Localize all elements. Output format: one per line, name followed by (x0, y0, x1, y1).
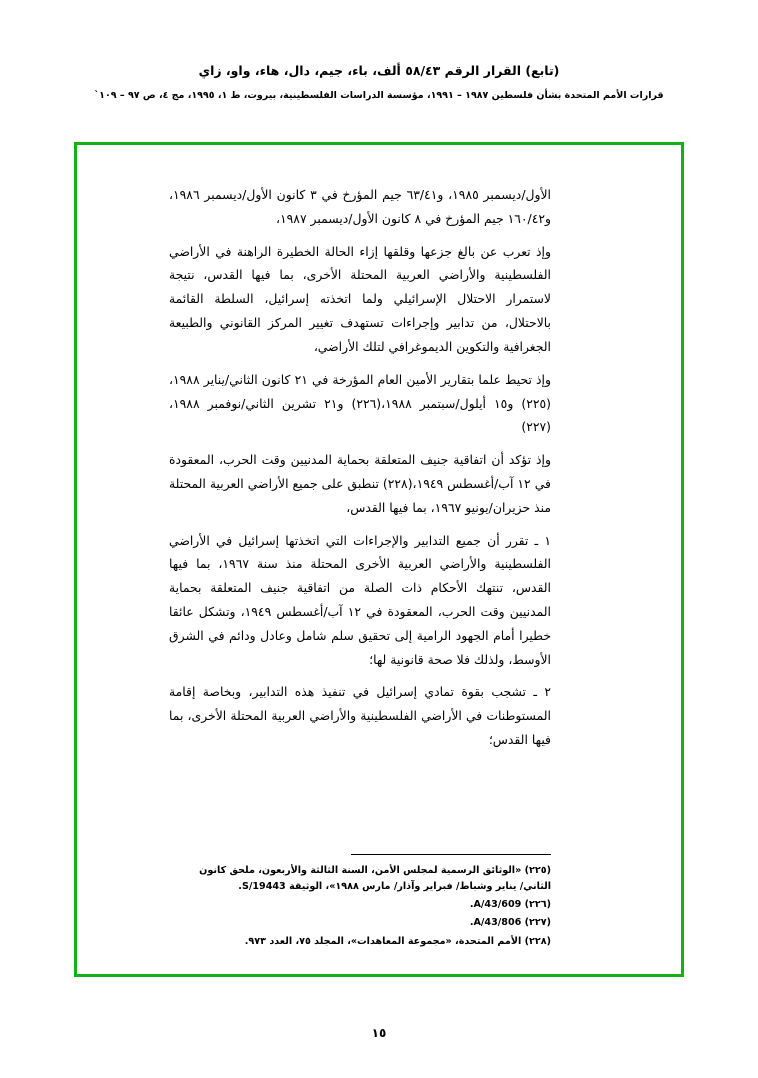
footnote-item: (٢٢٧) A/43/806. (469, 917, 551, 929)
page-number: ١٥ (371, 1026, 387, 1040)
content-frame (74, 142, 684, 977)
paragraph: وإذ تحيط علما بتقارير الأمين العام المؤرخة في ٢١ كانون الثاني/يناير ١٩٨٨،(٢٢٥) و١٥ أيلول/سبتمبر ١٩٨٨،(٢٢٦) و٢١ تشرين الثاني/نوفمبر ١٩٨٨،(٢٢٧) (169, 371, 551, 435)
paragraph: وإذ تؤكد أن اتفاقية جنيف المتعلقة بحماية المدنيين وقت الحرب، المعقودة في ١٢ آب/أغسطس ١٩٤٩،(٢٢٨) تنطبق على جميع الأراضي العربية المحتلة منذ حزيران/يونيو ١٩٦٧، بما فيها القدس، (169, 452, 551, 515)
paragraph: الأول/ديسمبر ١٩٨٥، و٦٣/٤١ جيم المؤرخ في ٣ كانون الأول/ديسمبر ١٩٨٦، و١٦٠/٤٢ جيم المؤرخ في ٨ كانون الأول/ديسمبر ١٩٨٧، (169, 187, 551, 226)
header-title: (تابع) القرار الرقم ٥٨/٤٣ ألف، باء، جيم، دال، هاء، واو، زاي (198, 63, 560, 78)
paragraph: وإذ تعرب عن بالغ جزعها وقلقها إزاء الحالة الخطيرة الراهنة في الأراضي الفلسطينية والأراضي العربية المحتلة الأخرى، بما فيها القدس، نتيجة لاستمرار الاحتلال الإسرائيلي ولما اتخذته إسرائيل، السلطة القائمة بالاحتلال، من تدابير وإجراءات تستهدف تغيير المركز القانوني والطبيعة الجغرافية والتكوين الديموغرافي لتلك الأراضي، (169, 243, 551, 354)
page-header (0, 0, 758, 102)
footnote-divider (351, 854, 551, 855)
paragraph: ٢ ـ تشجب بقوة تمادي إسرائيل في تنفيذ هذه التدابير، وبخاصة إقامة المستوطنات في الأراضي الفلسطينية والأراضي العربية المحتلة الأخرى، بما فيها القدس؛ (169, 684, 551, 748)
footnotes-section (169, 854, 551, 952)
footnote-item: (٢٢٥) «الوثائق الرسمية لمجلس الأمن، السنة الثالثة والأربعون، ملحق كانون الثاني/ يناير وشباط/ فبراير وآذار/ مارس ١٩٨٨»، الوثيقة S/19443. (199, 865, 551, 892)
paragraph: ١ ـ تقرر أن جميع التدابير والإجراءات التي اتخذتها إسرائيل في الأراضي الفلسطينية والأراضي العربية الأخرى المحتلة منذ سنة ١٩٦٧، بما فيها القدس، تنتهك الأحكام ذات الصلة من اتفاقية جنيف المتعلقة بحماية المدنيين وقت الحرب، المعقودة في ١٢ آب/أغسطس ١٩٤٩، وتشكل عائقا خطيرا أمام الجهود الرامية إلى تحقيق سلم شامل وعادل ودائم في الشرق الأوسط، ولذلك فلا صحة قانونية لها؛ (169, 532, 551, 667)
body-text (169, 183, 551, 761)
footnote-item: (٢٢٦) A/43/609. (469, 898, 551, 910)
footnote-item: (٢٢٨) الأمم المتحدة، «مجموعة المعاهدات»، المجلد ٧٥، العدد ٩٧٣. (244, 935, 551, 947)
header-subtitle: قرارات الأمم المتحدة بشأن فلسطين ١٩٨٧ – ١٩٩١، مؤسسة الدراسات الفلسطينية، بيروت، ط ١، ١٩٩٥، مج ٤، ص ٩٧ – ١٠٩` (94, 89, 664, 101)
